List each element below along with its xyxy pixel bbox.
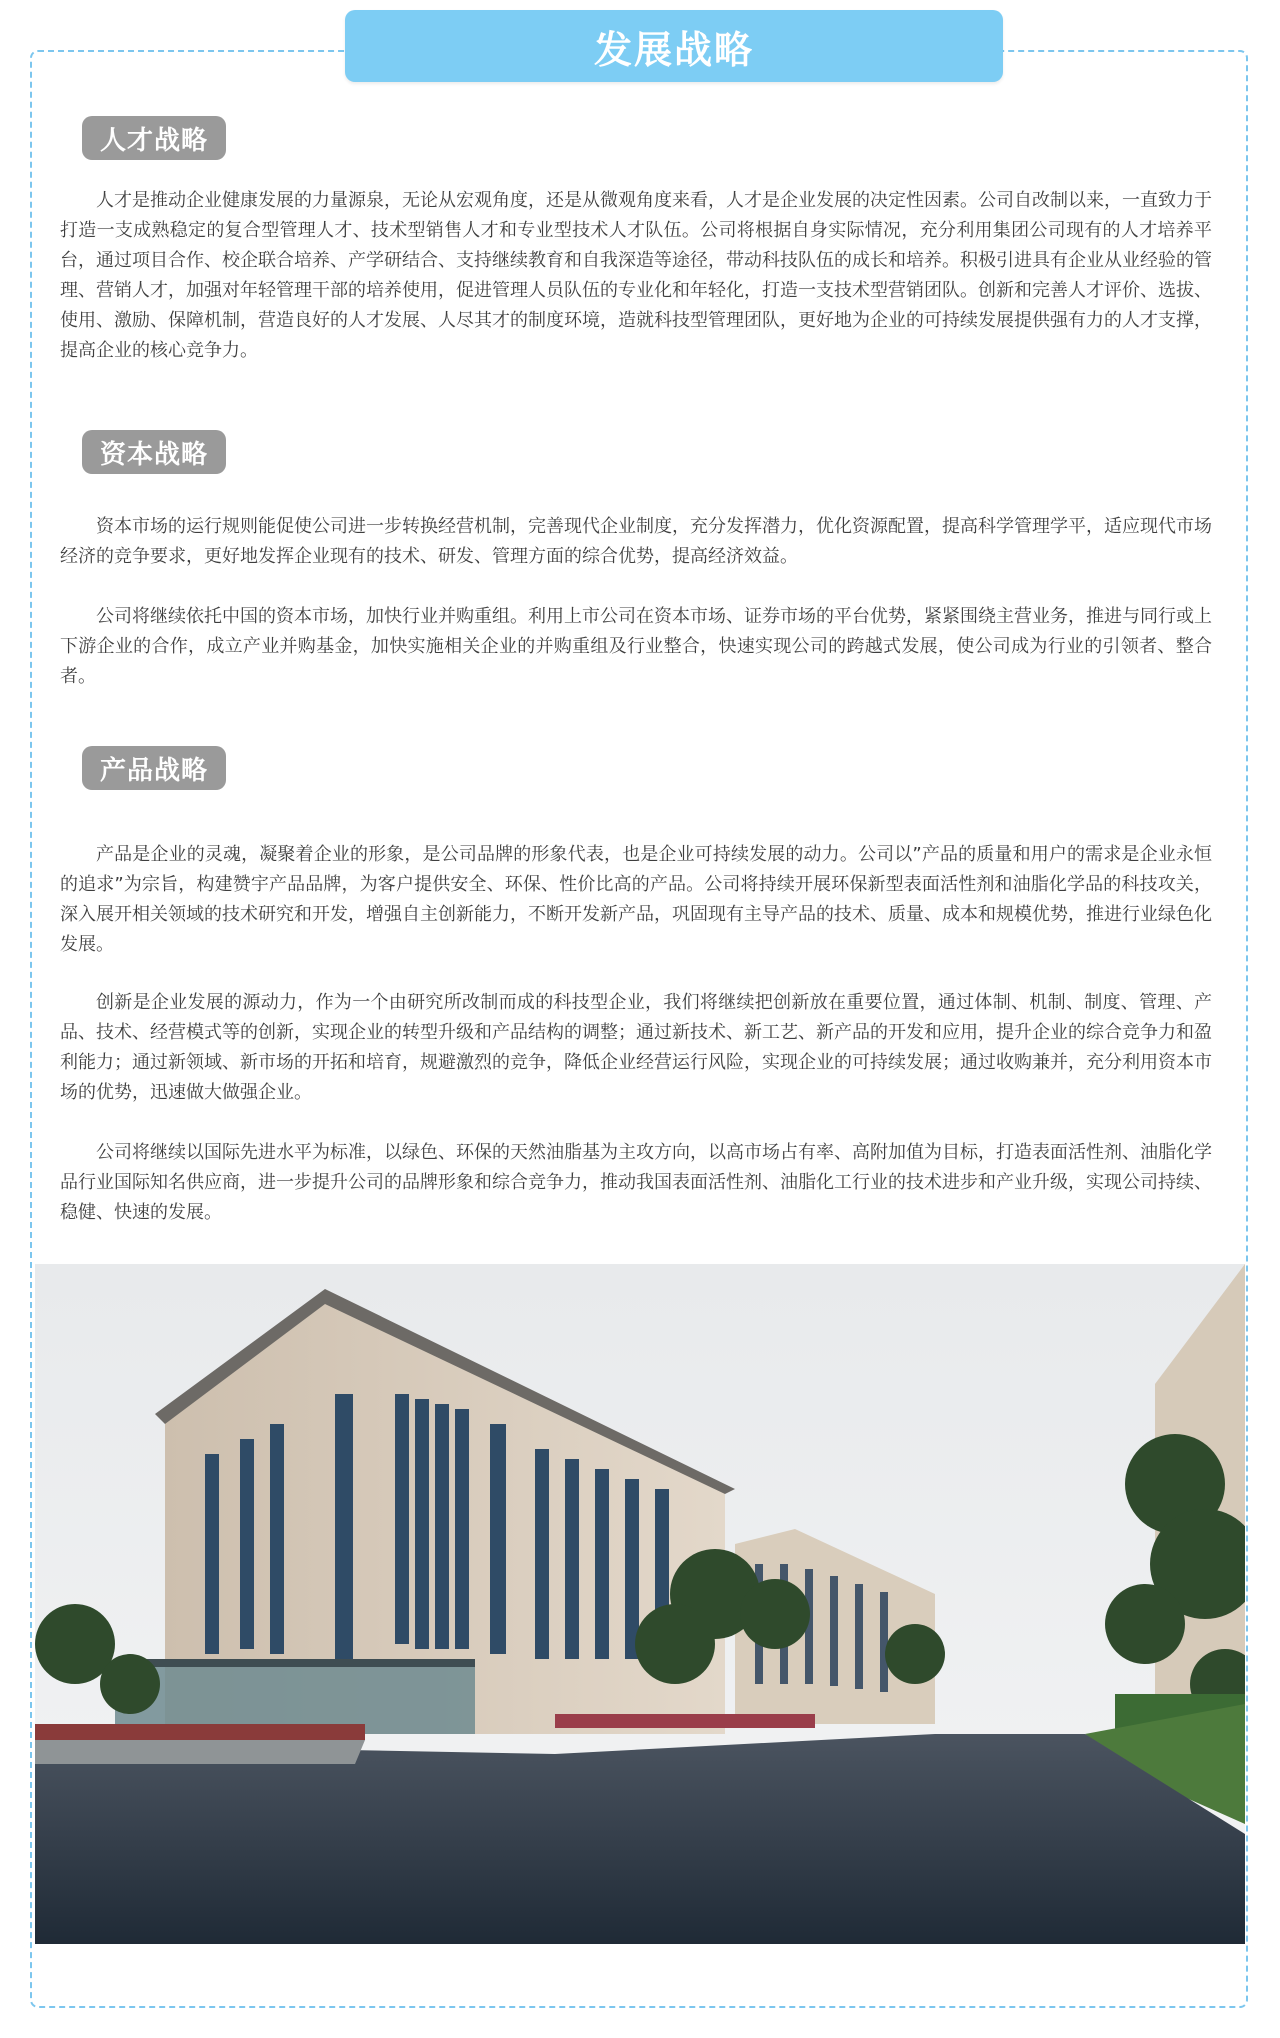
talent-paragraph-1: 人才是推动企业健康发展的力量源泉，无论从宏观角度，还是从微观角度来看，人才是企业发展的决定性因素。公司自改制以来，一直致力于打造一支成熟稳定的复合型管理人才、技术型销售人才和专业型技术人才队伍。公司将根据自身实际情况，充分利用集团公司现有的人才培养平台，通过项目合作、校企联合培养、产学研结合、支持继续教育和自我深造等途径，带动科技队伍的成长和培养。积极引进具有企业从业经验的管理、营销人才，加强对年轻管理干部的培养使用，促进管理人员队伍的专业化和年轻化，打造一支技术型营销团队。创新和完善人才评价、选拔、使用、激励、保障机制，营造良好的人才发展、人尽其才的制度环境，造就科技型管理团队，更好地为企业的可持续发展提供强有力的人才支撑，提高企业的核心竞争力。 xyxy=(60,190,1212,361)
page-title: 发展战略 xyxy=(345,10,1003,82)
product-paragraph-3: 公司将继续以国际先进水平为标准，以绿色、环保的天然油脂基为主攻方向，以高市场占有率、高附加值为目标，打造表面活性剂、油脂化学品行业国际知名供应商，进一步提升公司的品牌形象和综合竞争力，推动我国表面活性剂、油脂化工行业的技术进步和产业升级，实现公司持续、稳健、快速的发展。 xyxy=(60,1142,1212,1223)
capital-paragraph-2: 公司将继续依托中国的资本市场，加快行业并购重组。利用上市公司在资本市场、证券市场的平台优势，紧紧围绕主营业务，推进与同行或上下游企业的合作，成立产业并购基金，加快实施相关企业的并购重组及行业整合，快速实现公司的跨越式发展，使公司成为行业的引领者、整合者。 xyxy=(60,606,1212,687)
section-heading-talent: 人才战略 xyxy=(82,116,226,160)
product-paragraph-2: 创新是企业发展的源动力，作为一个由研究所改制而成的科技型企业，我们将继续把创新放在重要位置，通过体制、机制、制度、管理、产品、技术、经营模式等的创新，实现企业的转型升级和产品结构的调整；通过新技术、新工艺、新产品的开发和应用，提升企业的综合竞争力和盈利能力；通过新领域、新市场的开拓和培育，规避激烈的竞争，降低企业经营运行风险，实现企业的可持续发展；通过收购兼并，充分利用资本市场的优势，迅速做大做强企业。 xyxy=(60,992,1212,1103)
section-heading-product: 产品战略 xyxy=(82,746,226,790)
capital-paragraph-1: 资本市场的运行规则能促使公司进一步转换经营机制，完善现代企业制度，充分发挥潜力，优化资源配置，提高科学管理学平，适应现代市场经济的竞争要求，更好地发挥企业现有的技术、研发、管理方面的综合优势，提高经济效益。 xyxy=(60,516,1212,567)
campus-photo xyxy=(35,1264,1245,1944)
section-heading-capital: 资本战略 xyxy=(82,430,226,474)
product-paragraph-1: 产品是企业的灵魂，凝聚着企业的形象，是公司品牌的形象代表，也是企业可持续发展的动力。公司以”产品的质量和用户的需求是企业永恒的追求”为宗旨，构建赞宇产品品牌，为客户提供安全、环保、性价比高的产品。公司将持续开展环保新型表面活性剂和油脂化学品的科技攻关，深入展开相关领域的技术研究和开发，增强自主创新能力，不断开发新产品，巩固现有主导产品的技术、质量、成本和规模优势，推进行业绿色化发展。 xyxy=(60,844,1212,955)
